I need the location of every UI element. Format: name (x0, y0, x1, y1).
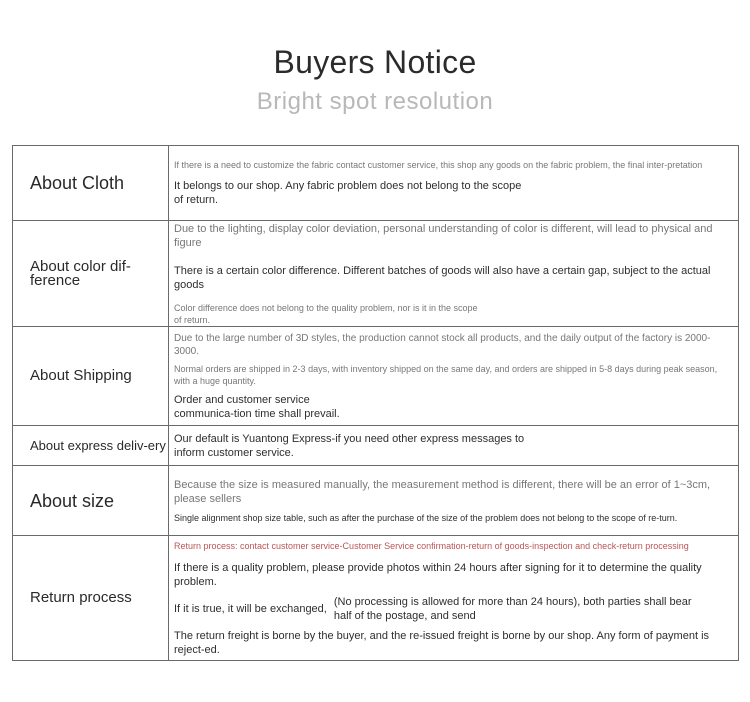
page-title: Buyers Notice (273, 44, 477, 80)
row-content (169, 146, 739, 221)
row-text: Return process: contact customer service-Customer Service confirmation-return of goods-inspection and check-return processing (174, 540, 689, 551)
row-about-size (13, 466, 739, 536)
row-about-cloth (13, 146, 739, 221)
row-text: Order and customer service communica-tion time shall prevail. (174, 393, 340, 420)
row-text: Because the size is measured manually, the measurement method is different, there will be an error of 1~3cm, please sellers (174, 478, 711, 505)
notice-table (12, 145, 739, 661)
row-text: There is a certain color difference. Different batches of goods will also have a certain gap, subject to the actual goods (174, 264, 711, 291)
row-about-shipping (13, 327, 739, 426)
row-text: (No processing is allowed for more than 24 hours), both parties shall bear half of the postage, and send (333, 595, 692, 622)
row-return-process (13, 536, 739, 661)
row-content (169, 466, 739, 536)
row-content (169, 536, 739, 661)
row-text: If there is a need to customize the fabric contact customer service, this shop any goods on the fabric problem, the final inter-pretation (174, 160, 703, 170)
row-text: If it is true, it will be exchanged, (174, 602, 327, 615)
row-content (169, 327, 739, 426)
row-content (169, 426, 739, 466)
row-text: If there is a quality problem, please provide photos within 24 hours after signing for it to determine the quality problem. (174, 561, 702, 588)
row-text-group (174, 595, 732, 623)
row-text: Our default is Yuantong Express-if you need other express messages to inform customer service. (174, 432, 525, 459)
row-text: Due to the lighting, display color deviation, personal understanding of color is different, will lead to physical and figure (174, 222, 713, 249)
row-text: Single alignment shop size table, such as after the purchase of the size of the problem does not belong to the scope of re-turn. (174, 512, 678, 523)
row-label: About Cloth (13, 146, 169, 221)
row-text: Due to the large number of 3D styles, the production cannot stock all products, and the daily output of the factory is 2000-3000. (174, 332, 711, 357)
row-text: Normal orders are shipped in 2-3 days, with inventory shipped on the same day, and orders are shipped in 5-8 days during peak season, with a huge quantity. (174, 363, 718, 386)
row-label: Return process (13, 536, 169, 661)
row-text: Color difference does not belong to the quality problem, nor is it in the scope of return. (174, 302, 478, 325)
row-label: About color dif-ference (13, 221, 169, 327)
row-label: About Shipping (13, 327, 169, 426)
row-label: About size (13, 466, 169, 536)
row-about-color (13, 221, 739, 327)
row-text: The return freight is borne by the buyer, and the re-issued freight is borne by our shop. Any form of payment is reject-ed. (174, 629, 710, 656)
row-label: About express deliv-ery (13, 426, 169, 466)
page-subtitle: Bright spot resolution (256, 88, 494, 115)
row-content (169, 221, 739, 327)
row-about-express (13, 426, 739, 466)
row-text: It belongs to our shop. Any fabric problem does not belong to the scope of return. (174, 180, 522, 206)
